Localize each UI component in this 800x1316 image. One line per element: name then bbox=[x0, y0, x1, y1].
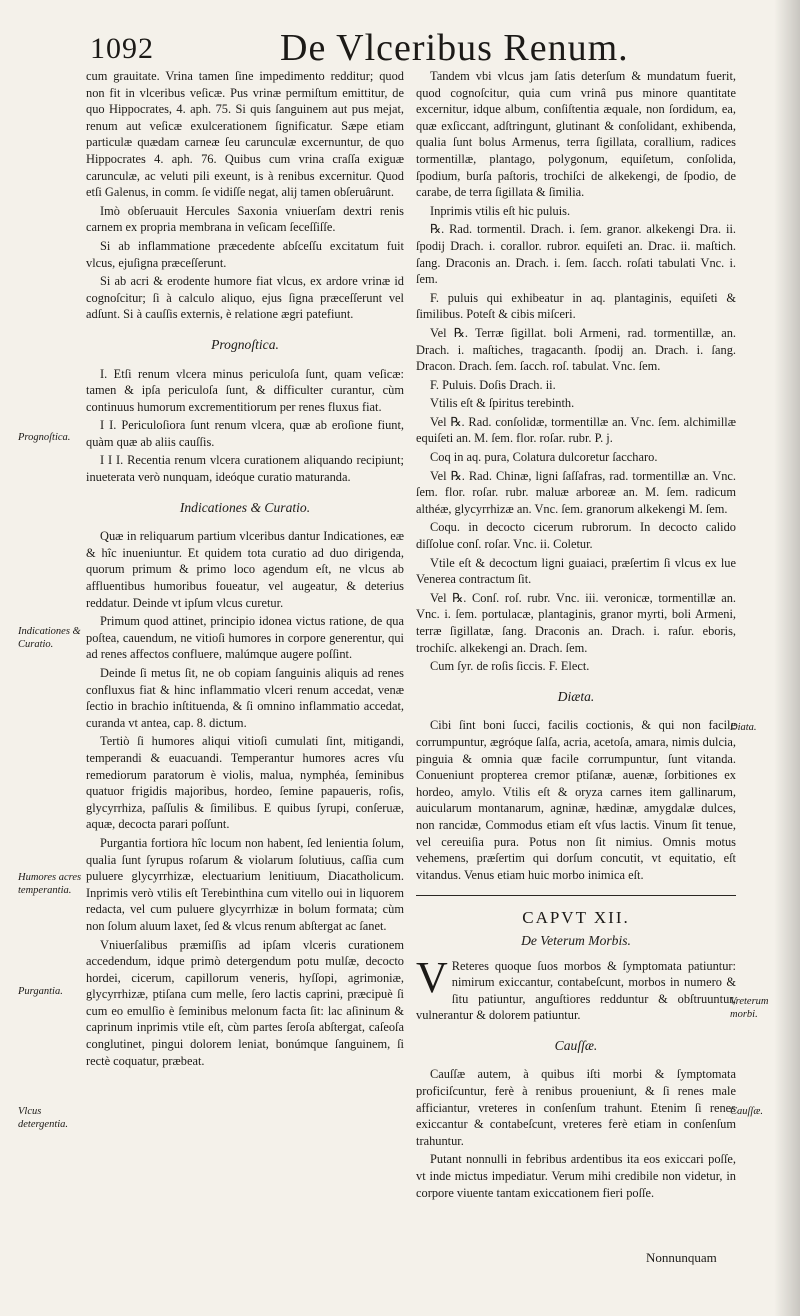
page-number: 1092 bbox=[90, 32, 154, 65]
recipe: Vel ℞. Terræ ſigillat. boli Armeni, rad. tormentillæ, an. Drach. i. maſtiches, tragacanth. ſpodij an. Drach. i. ſang. Dracon. Drach. ſem. ſacch. roſ. tabulat. Vnc. ſem. bbox=[416, 325, 736, 374]
margin-note-indicationes: Indicationes & Curatio. bbox=[18, 626, 81, 650]
paragraph: I. Etſi renum vlcera minus periculoſa ſunt, quam veſicæ: tamen & ipſa periculoſa ſunt, & difficulter curantur, cùm continuus humorum excrementitiorum per renes fluxus fiat. bbox=[86, 366, 404, 414]
paragraph: Deinde ſi metus ſit, ne ob copiam ſanguinis aliquis ad renes confluxus fiat & hinc inflammatio vlceri renum accedat, venæ ſectio in brachio inſtituenda, & ſi omnino inflammatio accedat, curanda vt antea, cap. 8. dictum. bbox=[86, 666, 404, 730]
paragraph: Quæ in reliquarum partium vlceribus dantur Indicationes, eæ & hîc inueniuntur. Et quidem tota curatio ad duo dirigenda, quorum primum & primo loco agendum eſt, ne vlcus ab affluentibus humoribus foueatur, vel augeatur, & deterius reddatur. Deinde vt ipſum vlcus curetur. bbox=[86, 529, 404, 610]
margin-note-purgantia: Purgantia. bbox=[18, 986, 63, 997]
section-heading-prognostica: Prognoſtica. bbox=[211, 336, 279, 352]
paragraph: Cauſſæ autem, à quibus iſti morbi & ſymptomata proficiſcuntur, ferè à renibus proueniunt, & ſi renes male afficiantur, vreteres in conſenſum trahunt. Etenim ſi renes exiccantur & contabeſcunt, vreteres ferè etiam in conſenſum trahuntur. bbox=[416, 1067, 736, 1148]
horizontal-rule bbox=[416, 895, 736, 896]
page-edge-shadow bbox=[774, 0, 800, 1316]
paragraph: Si ab inflammatione præcedente abſceſſu excitatum fuit vlcus, ejuſigna præceſſerunt. bbox=[86, 238, 404, 270]
section-heading-diaeta: Diæta. bbox=[557, 688, 595, 704]
paragraph: cum grauitate. Vrina tamen ſine impedimento redditur; quod non fit in vlceribus veſicæ. Pus vrinæ permiſtum emittitur, de quo Hippocrates, 4. aph. 75. Si quis ſanguinem aut pus mejat, renum aut veſicæ exulcerationem ſignificatur. Sæpe etiam particulæ quædam carneæ ſeu carunculæ excernuntur, de quo Hippocrates 4. aph. 76. Quibus cum vrina craſſa exiguæ carunculæ, ac veluti pili exeunt, is à renibus excernitur. Quod etſi Galenus, in comm. ſe vidiſſe negat, alij tamen obſeruârunt. bbox=[86, 69, 404, 200]
recipe: Coqu. in decocto cicerum rubrorum. In decocto calido diſſolue conſ. roſar. Vnc. ii. Coletur. bbox=[416, 520, 736, 552]
margin-note-ulcus: Vlcus detergentia. bbox=[18, 1106, 69, 1130]
catchword: Nonnunquam bbox=[646, 1250, 717, 1265]
paragraph: Tertiò ſi humores aliqui vitioſi cumulati ſint, mitigandi, temperandi & euacuandi. Temperantur humores acres vſu remediorum paratorum è violis, malua, nymphéa, ſeminibus quatuor frigidis majoribus, hordeo, ſemine papaueris, roſis, glycyrrhiza, paſſulis & ſimilibus. E quibus ſyrupi, conſeruæ, aquæ, decocta parari poſſunt. bbox=[86, 734, 404, 832]
paragraph: Si ab acri & erodente humore fiat vlcus, ex ardore vrinæ id cognoſcitur; ſi à calculo aliquo, ejus ſigna præceſſerunt vel adſunt. Si à cauſſis externis, è relatione ægri patefiunt. bbox=[86, 274, 404, 322]
running-title: De Vlceribus Renum. bbox=[280, 27, 629, 69]
margin-note-ureterum: Vreterum morbi. bbox=[730, 996, 769, 1020]
paragraph: Imò obſeruauit Hercules Saxonia vniuerſam dextri renis carnem ex propria membrana in veſicam ſeceſſiſſe. bbox=[86, 203, 404, 235]
recipe: Vel ℞. Conſ. roſ. rubr. Vnc. iii. veronicæ, tormentillæ an. Vnc. i. ſem. portulacæ, plantaginis, granor myrti, boli Armeni, terræ ſigillatæ, ſang. Draconis an. Drach. i. raſur. eboris, trochiſc. alkekengi an. Drach. ſem. bbox=[416, 590, 736, 655]
paragraph: Cibi ſint boni ſucci, facilis coctionis, & qui non facile corrumpuntur, ægróque ſalſa, acria, acetoſa, amara, nimis dulcia, pinguia & omnia quæ facile corrumpuntur, ſunt vitanda. Conueniunt propterea cremor ptiſanæ, auenæ, ſorbitiones ex hordeo, amylo. Vtilis eſt & oryza carnes item gallinarum, auicularum montanarum, agninæ, hædinæ, amygdalæ dulces, non rancidæ, Commodus etiam eſt vſus lactis. Vinum ſit tenue, vel cereuiſia pura. Potus non ſit nimius. Omnis motus vehemens, præſertim qui dorſum concutit, vt equitatio, eſt vitandus. Venus etiam huic morbo inimica eſt. bbox=[416, 718, 736, 882]
recipe: Vtilis eſt & ſpiritus terebinth. bbox=[430, 396, 575, 411]
chapter-opening-paragraph bbox=[416, 952, 736, 1024]
paragraph: Vniuerſalibus præmiſſis ad ipſam vlceris curationem accedendum, idque primò detergendum potu mulſæ, decocto hordei, cicerum, capillorum veneris, hyſſopi, agrimoniæ, glycyrrhizæ, ptiſana cum melle, ſero lactis caprini, præcipuè ſi cum eo emulſio è ſeminibus melonum facta ſit: lac aſininum & caprinum inprimis vtile eſt, cùm partes ſeroſa abſtergat, caſeoſa conglutinet, pingui dolorem leniat, bonúmque ſanguinem, ſi rectè coquatur, præbeat. bbox=[86, 937, 404, 1068]
recipe: Vel ℞. Rad. Chinæ, ligni ſaſſafras, rad. tormentillæ an. Vnc. ſem. flor. roſar. rubr. maluæ arboreæ an. M. ſem. radicum althéæ, glycyrrhizæ an. Vnc. ſem. granorum alkekengi M. ſem. bbox=[416, 468, 736, 516]
section-heading-caussae: Cauſſæ. bbox=[554, 1037, 598, 1053]
paragraph: Putant nonnulli in febribus ardentibus ita eos exiccari poſſe, vt inde mictus impediatur. Verum mihi credibile non videtur, in corpore viuente tantam exiccationem fieri poſſe. bbox=[416, 1152, 736, 1200]
recipe: Vtile eſt & decoctum ligni guaiaci, præſertim ſi vlcus ex lue Venerea contractum ſit. bbox=[416, 555, 736, 587]
chapter-opening-text: Reteres quoque ſuos morbos & ſymptomata patiuntur: nimirum exiccantur, contabeſcunt, morbos in numero & ſitu patiuntur, anguſtiores redduntur & obſtruuntur, vulnerantur & dolorem patiuntur. bbox=[416, 958, 736, 1023]
margin-note-diaeta: Diata. bbox=[730, 722, 757, 733]
recipe: Vel ℞. Rad. conſolidæ, tormentillæ an. Vnc. ſem. alchimillæ equiſeti an. M. ſem. flor. roſar. rubr. P. j. bbox=[416, 414, 736, 446]
recipe: F. puluis qui exhibeatur in aq. plantaginis, equiſeti & ſimilibus. Poteſt & cibis miſceri. bbox=[416, 290, 736, 322]
chapter-heading: CAPVT XII. bbox=[522, 908, 630, 928]
recipe: ℞. Rad. tormentil. Drach. i. ſem. granor. alkekengi Dra. ii. ſpodij Drach. i. corallor. rubror. equiſeti an. Drac. ii. maſtich. ſang. Draconis an. Drach. i. ſem. ſacch. roſati tabulati Vnc. i. ſem. bbox=[416, 222, 736, 287]
paragraph: I I. Periculoſiora ſunt renum vlcera, quæ ab eroſione fiunt, quàm quæ ab aliis cauſſis. bbox=[86, 418, 404, 449]
paragraph: Primum quod attinet, principio idonea victus ratione, de qua poſtea, cauendum, ne vitioſi humores in corpore generentur, qui ad renes affectos confluere, malúmque augere poſſint. bbox=[86, 614, 404, 662]
recipe: Cum ſyr. de roſis ſiccis. F. Elect. bbox=[430, 659, 590, 674]
paragraph: Inprimis vtilis eſt hic puluis. bbox=[430, 203, 571, 218]
recipe: F. Puluis. Doſis Drach. ii. bbox=[430, 377, 556, 392]
margin-note-prognostica: Prognoſtica. bbox=[18, 432, 71, 443]
chapter-subtitle: De Veterum Morbis. bbox=[521, 932, 631, 948]
paragraph: Purgantia fortiora hîc locum non habent, ſed lenientia ſolum, qualia ſunt ſyrupus roſarum & violarum ſolutiuus, caſſia cum puluere glycyrrhizæ, electuarium lenitiuum, Diacatholicum. Inprimis verò vtilis eſt Terebinthina cum vitello oui in liquorem redacta, vel cum puluere glycyrrhizæ in bolum formata; cùm non ſolum aluum laxet, ſed & vlcus renum abſtergat ac ſanet. bbox=[86, 835, 404, 933]
right-column bbox=[416, 68, 736, 1203]
page-header bbox=[90, 26, 730, 69]
margin-note-caussae: Cauſſæ. bbox=[730, 1106, 763, 1117]
section-heading-indicationes: Indicationes & Curatio. bbox=[179, 499, 311, 515]
paragraph: Tandem vbi vlcus jam ſatis deterſum & mundatum fuerit, quod cognoſcitur, quia cum vrinâ pus minore quantitate excernitur, idque album, conſiſtentia æquale, non ſordidum, ea, quæ exſiccant, adſtringunt, glutinant & conſolidant, exhibenda, qualia ſunt bolus Armenus, terra ſigillata, corallium, radices tormentillæ, plantago, polygonum, equiſetum, conſolida, ſpodium, burſa paſtoris, trochiſci de alkekengi, de ſpodio, de carabe, de terra ſigillata & ſimilia. bbox=[416, 69, 736, 200]
left-column bbox=[86, 68, 404, 1071]
margin-note-humores: Humores acres temperantia. bbox=[18, 872, 82, 896]
drop-cap: V bbox=[416, 952, 448, 1002]
paragraph: I I I. Recentia renum vlcera curationem aliquando recipiunt; inueterata verò nunquam, ideóque curatio maturanda. bbox=[86, 453, 404, 485]
recipe: Coq in aq. pura, Colatura dulcoretur ſaccharo. bbox=[430, 450, 658, 465]
